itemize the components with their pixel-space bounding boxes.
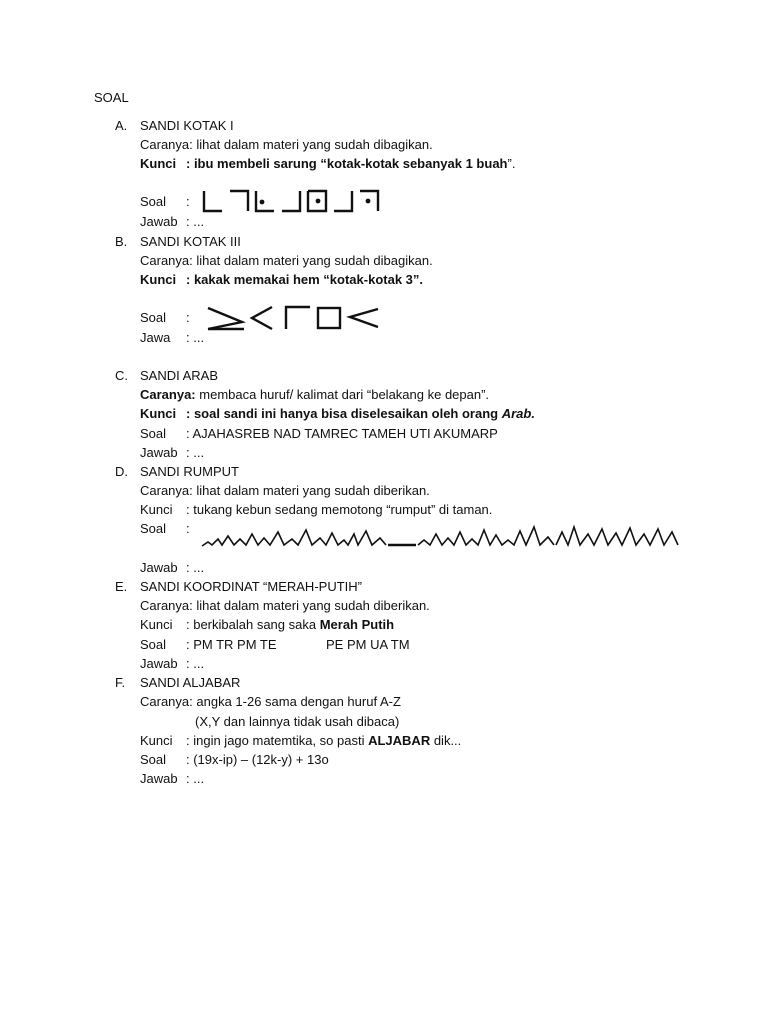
- jawab-value: : ...: [186, 445, 205, 460]
- kunci-label: Kunci: [140, 272, 177, 287]
- section-e-caranya: [140, 596, 430, 615]
- soal-colon: :: [186, 310, 190, 325]
- section-f-caranya: [140, 692, 401, 711]
- soal-label: Soal: [140, 310, 167, 325]
- section-d-kunci: [140, 500, 492, 519]
- section-a-heading: SANDI KOTAK I: [140, 118, 234, 133]
- section-e-heading: SANDI KOORDINAT “MERAH-PUTIH”: [140, 579, 362, 594]
- section-c-jawab: [140, 443, 204, 462]
- caranya-label: Caranya:: [140, 387, 196, 402]
- section-f-caranya-note: (X,Y dan lainnya tidak usah dibaca): [195, 714, 400, 729]
- section-c-kunci: [140, 404, 535, 423]
- section-a-kunci: [140, 154, 515, 173]
- section-a-jawab: [140, 212, 204, 231]
- kunci-text: : berkibalah sang saka: [186, 617, 320, 632]
- section-f-letter: F.: [115, 675, 126, 690]
- section-b-jawab: [140, 328, 204, 347]
- caranya-label: Caranya:: [140, 598, 193, 613]
- kunci-italic: Arab.: [501, 406, 535, 421]
- kunci-text-end: ”.: [507, 156, 516, 171]
- section-a-caranya: [140, 135, 433, 154]
- section-e-kunci: [140, 615, 394, 634]
- jawab-value: : ...: [186, 656, 205, 671]
- caranya-label: Caranya:: [140, 694, 193, 709]
- kunci-text: : ingin jago matemtika, so pasti: [186, 733, 369, 748]
- section-f-soal: [140, 750, 329, 769]
- section-b-soal: [140, 308, 190, 327]
- section-b-kunci: [140, 270, 423, 289]
- section-d-letter: D.: [115, 464, 128, 479]
- jawab-value: : ...: [186, 560, 205, 575]
- soal-label: Soal: [140, 194, 167, 209]
- section-d-heading: SANDI RUMPUT: [140, 464, 239, 479]
- section-a-letter: A.: [115, 118, 128, 133]
- soal-text: : (19x-ip) – (12k-y) + 13o: [186, 752, 329, 767]
- jawab-value: : ...: [186, 771, 205, 786]
- section-d-soal: [140, 519, 190, 538]
- caranya-text: angka 1-26 sama dengan huruf A-Z: [196, 694, 401, 709]
- page-title: SOAL: [94, 90, 129, 105]
- section-e-soal-part-2: PE PM UA TM: [326, 637, 410, 652]
- jawab-label: Jawa: [140, 330, 171, 345]
- kunci-text-end: dik...: [430, 733, 462, 748]
- caranya-text: lihat dalam materi yang sudah dibagikan.: [196, 137, 433, 152]
- pigpen-kotak-3-symbols: [204, 303, 384, 333]
- section-e-letter: E.: [115, 579, 128, 594]
- section-c-letter: C.: [115, 368, 128, 383]
- kunci-label: Kunci: [140, 406, 177, 421]
- section-e-jawab: [140, 654, 204, 673]
- section-e-soal: [140, 635, 277, 654]
- section-f-jawab: [140, 769, 204, 788]
- jawab-value: : ...: [186, 330, 205, 345]
- soal-colon: :: [186, 194, 190, 209]
- jawab-value: : ...: [186, 214, 205, 229]
- soal-label: Soal: [140, 521, 167, 536]
- kunci-bold: ALJABAR: [368, 733, 431, 748]
- soal-label: Soal: [140, 752, 167, 767]
- jawab-label: Jawab: [140, 560, 178, 575]
- caranya-label: Caranya:: [140, 253, 193, 268]
- section-d-jawab: [140, 558, 204, 577]
- kunci-text: : ibu membeli sarung “kotak-kotak sebanyak 1 buah: [186, 156, 508, 171]
- jawab-label: Jawab: [140, 771, 178, 786]
- kunci-text: : soal sandi ini hanya bisa diselesaikan oleh orang: [186, 406, 502, 421]
- section-a-soal: [140, 192, 190, 211]
- grass-cipher-symbols: [198, 520, 682, 550]
- kunci-label: Kunci: [140, 617, 173, 632]
- jawab-label: Jawab: [140, 445, 178, 460]
- section-d-caranya: [140, 481, 430, 500]
- soal-text: : AJAHASREB NAD TAMREC TAMEH UTI AKUMARP: [186, 426, 498, 441]
- jawab-label: Jawab: [140, 214, 178, 229]
- kunci-label: Kunci: [140, 733, 173, 748]
- section-b-caranya: [140, 251, 433, 270]
- section-c-soal: [140, 424, 498, 443]
- section-c-caranya: [140, 385, 489, 404]
- section-c-heading: SANDI ARAB: [140, 368, 219, 383]
- caranya-text: membaca huruf/ kalimat dari “belakang ke depan”.: [199, 387, 490, 402]
- soal-label: Soal: [140, 637, 167, 652]
- kunci-bold: Merah Putih: [319, 617, 395, 632]
- kunci-label: Kunci: [140, 156, 177, 171]
- kunci-label: Kunci: [140, 502, 173, 517]
- caranya-text: lihat dalam materi yang sudah diberikan.: [196, 598, 430, 613]
- section-b-heading: SANDI KOTAK III: [140, 234, 241, 249]
- soal-colon: :: [186, 521, 190, 536]
- caranya-label: Caranya:: [140, 483, 193, 498]
- section-f-heading: SANDI ALJABAR: [140, 675, 241, 690]
- kunci-text: : tukang kebun sedang memotong “rumput” di taman.: [186, 502, 493, 517]
- section-b-letter: B.: [115, 234, 128, 249]
- section-f-kunci: [140, 731, 461, 750]
- kunci-text: : kakak memakai hem “kotak-kotak 3”.: [186, 272, 424, 287]
- caranya-text: lihat dalam materi yang sudah dibagikan.: [196, 253, 433, 268]
- soal-text: : PM TR PM TE: [186, 637, 277, 652]
- pigpen-kotak-1-symbols: [200, 187, 382, 217]
- soal-label: Soal: [140, 426, 167, 441]
- caranya-text: lihat dalam materi yang sudah diberikan.: [196, 483, 430, 498]
- jawab-label: Jawab: [140, 656, 178, 671]
- caranya-label: Caranya:: [140, 137, 193, 152]
